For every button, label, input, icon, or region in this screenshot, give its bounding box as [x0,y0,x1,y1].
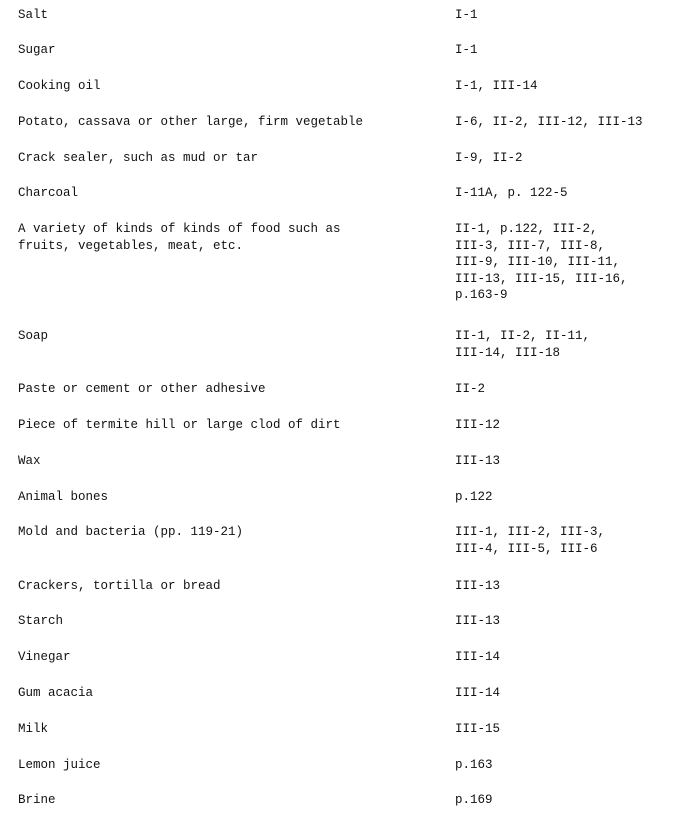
material-name: Paste or cement or other adhesive [18,382,266,396]
section-reference: I-6, II-2, III-12, III-13 [455,115,643,129]
material-name: Starch [18,614,64,628]
section-reference: III-13 [455,579,501,593]
material-name: Wax [18,454,41,468]
material-name: Lemon juice [18,758,101,772]
section-reference: III-15 [455,722,501,736]
material-name: Piece of termite hill or large clod of dirt [18,418,341,432]
section-reference: I-9, II-2 [455,151,523,165]
section-reference: p.122 [455,490,493,504]
material-name: Gum acacia [18,686,94,700]
material-name: Cooking oil [18,79,101,93]
section-reference: I-1 [455,43,478,57]
section-reference: III-13 [455,614,501,628]
material-name: A variety of kinds of kinds of food such as fruits, vegetables, meat, etc. [18,222,341,253]
section-reference: p.163 [455,758,493,772]
section-reference: I-11A, p. 122-5 [455,186,568,200]
section-reference: III-14 [455,650,501,664]
material-name: Charcoal [18,186,79,200]
section-reference: II-1, II-2, II-11, III-14, III-18 [455,329,591,360]
material-name: Animal bones [18,490,109,504]
material-name: Salt [18,8,49,22]
material-name: Brine [18,793,56,807]
material-name: Sugar [18,43,56,57]
material-name: Soap [18,329,49,343]
section-reference: II-1, p.122, III-2, III-3, III-7, III-8, III-9, III-10, III-11, III-13, III-15, III-16, p.163-9 [455,222,628,302]
section-reference: I-1 [455,8,478,22]
section-reference: III-14 [455,686,501,700]
section-reference: II-2 [455,382,486,396]
section-reference: III-12 [455,418,501,432]
material-name: Crack sealer, such as mud or tar [18,151,259,165]
material-name: Potato, cassava or other large, firm vegetable [18,115,364,129]
section-reference: p.169 [455,793,493,807]
section-reference: III-1, III-2, III-3, III-4, III-5, III-6 [455,525,606,556]
section-reference: III-13 [455,454,501,468]
section-reference: I-1, III-14 [455,79,538,93]
material-name: Vinegar [18,650,71,664]
material-name: Mold and bacteria (pp. 119-21) [18,525,244,539]
material-name: Crackers, tortilla or bread [18,579,221,593]
material-name: Milk [18,722,49,736]
